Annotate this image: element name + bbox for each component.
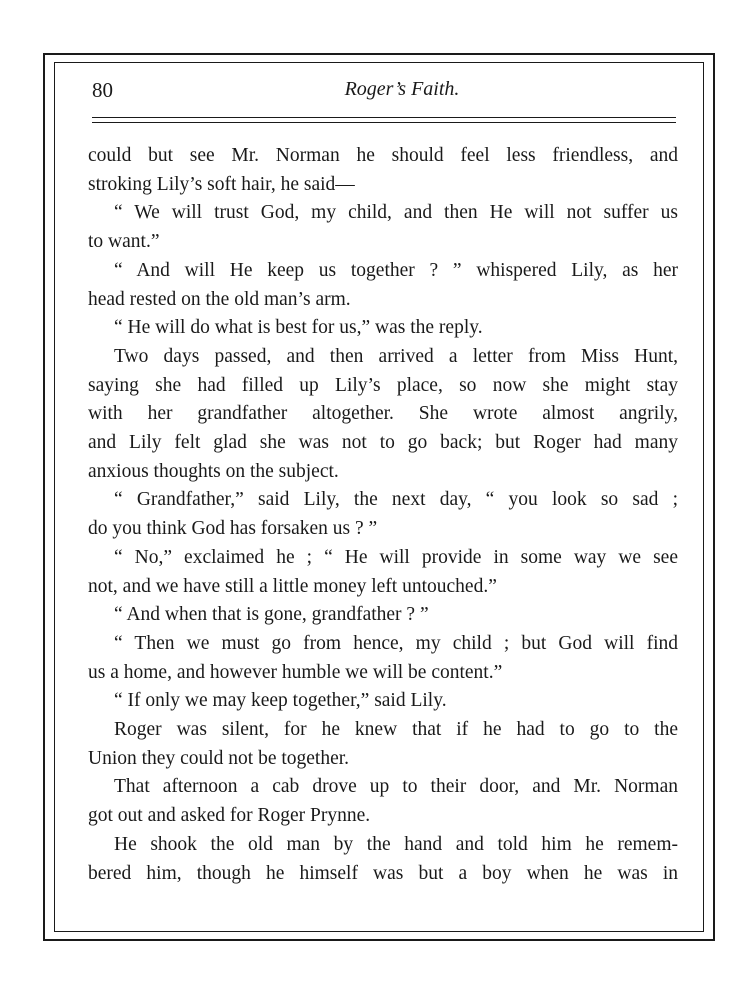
text-line: us a home, and however humble we will be content.” bbox=[88, 661, 503, 683]
text-line: “ If only we may keep together,” said Lily. bbox=[114, 690, 447, 712]
text-line: “ Then we must go from hence, my child ; but God will find bbox=[114, 632, 678, 654]
text-line: “ He will do what is best for us,” was the reply. bbox=[114, 317, 483, 339]
text-line: saying she had filled up Lily’s place, so now she might stay bbox=[88, 374, 678, 396]
text-line: do you think God has forsaken us ? ” bbox=[88, 518, 378, 540]
text-line: “ No,” exclaimed he ; “ He will provide in some way we see bbox=[114, 546, 678, 568]
text-line: not, and we have still a little money left untouched.” bbox=[88, 575, 497, 597]
header-rule bbox=[92, 117, 676, 118]
text-line: with her grandfather altogether. She wrote almost angrily, bbox=[88, 403, 678, 425]
header-rule-secondary bbox=[92, 122, 676, 123]
text-line: to want.” bbox=[88, 231, 160, 253]
text-line: “ We will trust God, my child, and then He will not suffer us bbox=[114, 202, 678, 224]
text-line: head rested on the old man’s arm. bbox=[88, 288, 351, 310]
text-line: and Lily felt glad she was not to go back; but Roger had many bbox=[88, 432, 678, 454]
text-line: “ Grandfather,” said Lily, the next day, “ you look so sad ; bbox=[114, 489, 678, 511]
text-line: stroking Lily’s soft hair, he said— bbox=[88, 173, 355, 195]
text-line: Roger was silent, for he knew that if he had to go to the bbox=[114, 719, 678, 741]
page-header bbox=[92, 76, 672, 110]
text-line: That afternoon a cab drove up to their door, and Mr. Norman bbox=[114, 776, 678, 798]
text-line: He shook the old man by the hand and told him he remem- bbox=[114, 833, 678, 855]
text-line: “ And will He keep us together ? ” whispered Lily, as her bbox=[114, 259, 678, 281]
text-line: anxious thoughts on the subject. bbox=[88, 460, 339, 482]
running-title: Roger’s Faith. bbox=[344, 78, 460, 100]
text-line: got out and asked for Roger Prynne. bbox=[88, 805, 371, 827]
text-line: “ And when that is gone, grandfather ? ” bbox=[114, 604, 429, 626]
text-line: Two days passed, and then arrived a letter from Miss Hunt, bbox=[114, 345, 678, 367]
body-text bbox=[88, 142, 678, 888]
text-line: bered him, though he himself was but a boy when he was in bbox=[88, 862, 678, 884]
text-line: could but see Mr. Norman he should feel less friendless, and bbox=[88, 145, 678, 166]
page-number: 80 bbox=[92, 78, 113, 102]
text-line: Union they could not be together. bbox=[88, 747, 350, 769]
